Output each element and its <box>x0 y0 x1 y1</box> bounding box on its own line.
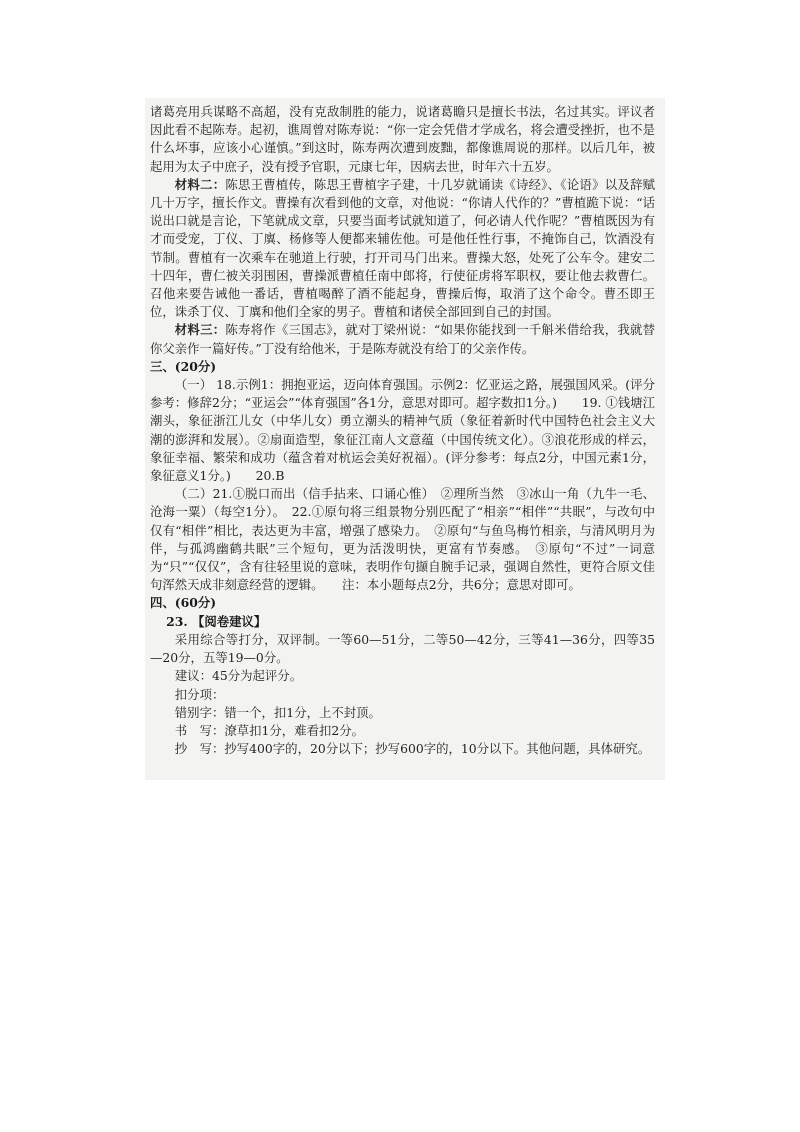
material-two-label: 材料二： <box>174 176 226 192</box>
section-three-heading: 三、(20分) <box>150 358 217 374</box>
section-three-part-one: （一） 18.示例1：拥抱亚运，迈向体育强国。示例2：忆亚运之路，展强国风采。(评分参考：修辞2分；“亚运会”“体育强国”各1分，意思对即可。超字数扣1分。) 19. ①钱塘江潮头，象征浙江儿女（中华儿女）勇立潮头的精神气质（象征着新时代中国特色社会主义大潮的澎湃和发展）。②扇面造型，象征江南人文意蕴（中国传统文化）。③浪花形成的样云，象征幸福、繁荣和成功（蕴含着对杭运会美好祝福）。(评分参考：每点2分，中国元素1分，象征意义1分。) 20.B <box>150 377 655 484</box>
material-three-text: 陈寿将作《三国志》，就对丁梁州说：“如果你能找到一千斛米借给我，我就替你父亲作一篇好传。”丁没有给他米，于是陈寿就没有给丁的父亲作传。 <box>150 322 656 356</box>
answer-key-text <box>150 103 655 758</box>
paragraph-material-three <box>150 321 655 357</box>
paragraph-material-one-end: 诸葛亮用兵谋略不高超，没有克敌制胜的能力，说诸葛瞻只是擅长书法，名过其实。评议者因此看不起陈寿。起初，谯周曾对陈寿说：“你一定会凭借才学成名，将会遭受挫折，也不是什么坏事，应该小心谨慎。”到这时，陈寿两次遭到废黜，都像谯周说的那样。以后几年，被起用为太子中庶子，没有授予官职，元康七年，因病去世，时年六十五岁。 <box>150 104 655 174</box>
section-four-heading: 四、(60分) <box>150 595 217 611</box>
question-23-heading: 23. 【阅卷建议】 <box>166 613 267 629</box>
paragraph-material-two <box>150 176 655 322</box>
grading-scheme: 采用综合等打分，双评制。一等60—51分，二等50—42分，三等41—36分，四等35—20分，五等19—0分。 <box>150 631 655 666</box>
starting-score-suggestion: 建议：45分为起评分。 <box>174 668 303 684</box>
deduction-copying: 抄 写：抄写400字的，20分以下；抄写600字的，10分以下。其他问题，具体研究。 <box>174 741 651 757</box>
material-two-text: 陈思王曹植传，陈思王曹植字子建，十几岁就诵读《诗经》、《论语》以及辞赋几十万字，擅长作文。曹操有次看到他的文章，对他说：“你请人代作的？”曹植跪下说：“话说出口就是言论，下笔就成文章，只要当面考试就知道了，何必请人代作呢？”曹植既因为有才而受宠，丁仪、丁廙、杨修等人便都来辅佐他。可是他任性行事，不掩饰自己，饮酒没有节制。曹植有一次乘车在驰道上行驶，打开司马门出来。曹操大怒，处死了公车令。建安二十四年，曹仁被关羽围困，曹操派曹植任南中郎将，行使征虏将军职权，要让他去救曹仁。召他来要告诫他一番话，曹植喝醉了酒不能起身，曹操后悔，取消了这个命令。曹丕即王位，诛杀丁仪、丁廙和他们全家的男子。曹植和诸侯全部回到自己的封国。 <box>150 176 656 320</box>
deduction-typos: 错别字：错一个，扣1分，上不封顶。 <box>174 704 381 720</box>
section-three-part-two: （二）21.①脱口而出（信手拈来、口诵心惟） ②理所当然 ③冰山一角（九牛一毛、沧海一粟）（每空1分）。 22.①原句将三组景物分别匹配了“相亲”“相伴”“共眠”，与改句中仅有“相伴”相比，表达更为丰富，增强了感染力。 ②原句“与鱼鸟梅竹相亲，与清风明月为伴，与孤鸿幽鹤共眠”三个短句，更为活泼明快，更富有节奏感。 ③原句“不过”一词意为“只”“仅仅”，含有往轻里说的意味，表明作句撷自腕手记录，强调自然性，更符合原文佳句浑然天成非刻意经营的逻辑。 注：本小题每点2分，共6分；意思对即可。 <box>150 486 655 593</box>
material-three-label: 材料三： <box>174 322 226 338</box>
deduction-items-label: 扣分项： <box>174 686 225 702</box>
deduction-handwriting: 书 写：潦草扣1分，难看扣2分。 <box>174 722 365 738</box>
